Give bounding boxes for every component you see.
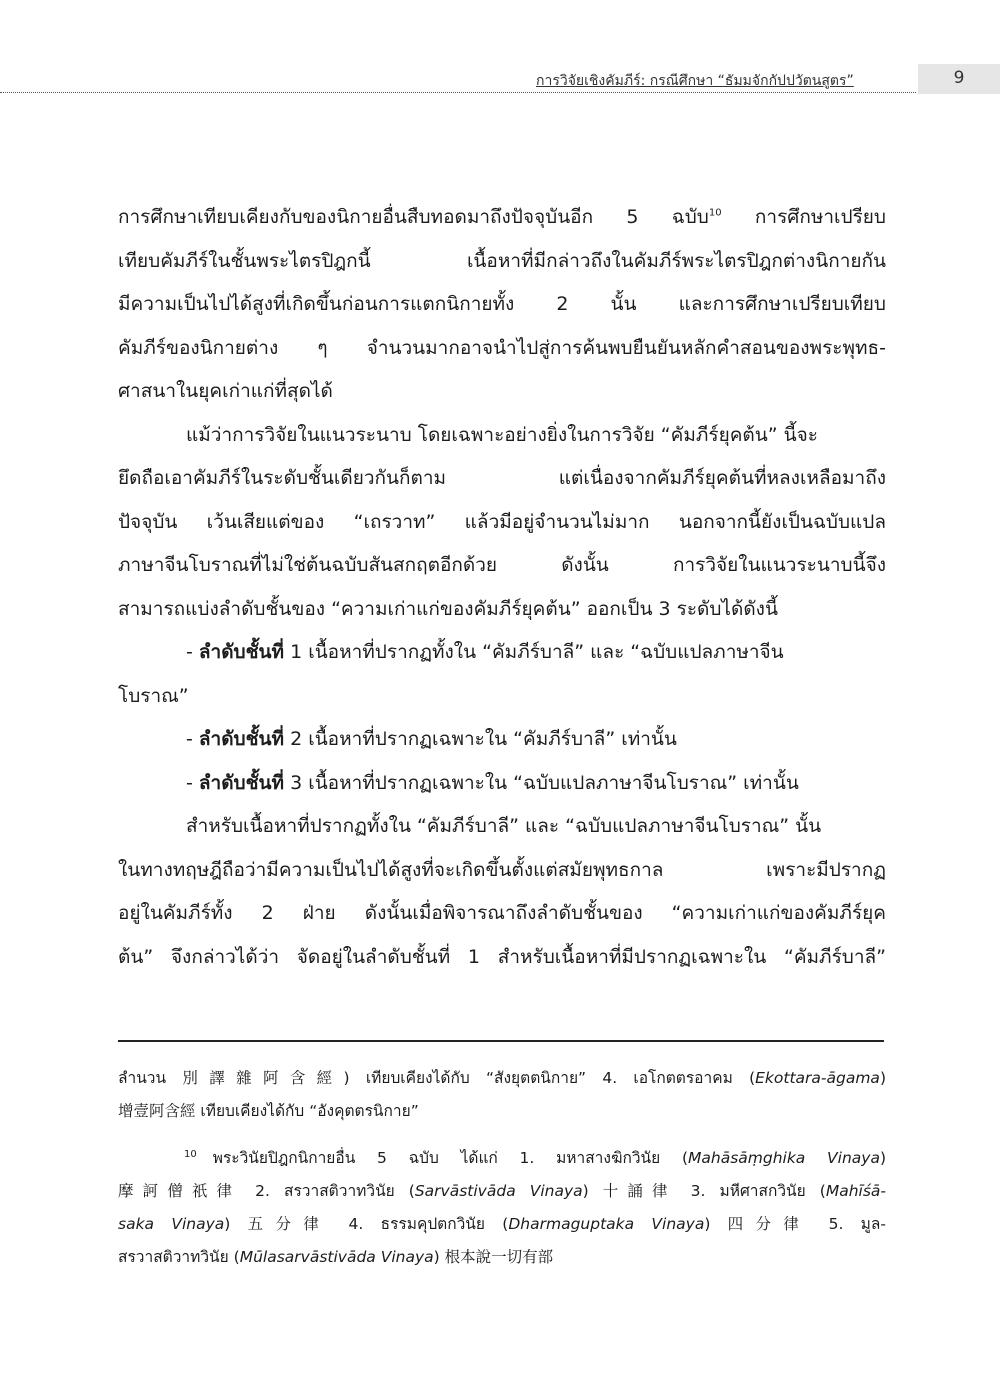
italic-term: Ekottara-āgama [755, 1069, 880, 1087]
footnote-line [118, 1208, 886, 1241]
text-line: ศาสนาในยุคเก่าแก่ที่สุดได้ [118, 380, 333, 402]
text-segment: ลำนวน 別譯雜阿含經) เทียบเคียงได้กับ “สังยุตตนิกาย” 4. เอโกตตรอาคม ( [118, 1069, 756, 1087]
paragraph-3 [118, 805, 886, 979]
bullet-dash: - [186, 641, 199, 663]
text-line: คัมภีร์ของนิกายต่าง ๆ จำนวนมากอาจนำไปสู่การค้นพบยืนยันหลักคำสอนของพระพุทธ- [118, 336, 886, 359]
text-line: เทียบคัมภีร์ในชั้นพระไตรปิฎกนี้ เนื้อหาที่มีกล่าวถึงในคัมภีร์พระไตรปิฎกต่างนิกายกัน [118, 249, 886, 272]
italic-term: Mūlasarvāstivāda Vinaya [239, 1248, 434, 1266]
footnote-line [118, 1175, 886, 1208]
text-segment: การศึกษาเปรียบ [721, 206, 886, 228]
footnote-line [118, 1241, 886, 1274]
text-line: อยู่ในคัมภีร์ทั้ง 2 ฝ่าย ดังนั้นเมื่อพิจารณาถึงลำดับชั้นของ “ความเก่าแก่ของคัมภีร์ยุค [118, 902, 886, 924]
text-line: สามารถแบ่งลำดับชั้นของ “ความเก่าแก่ของคัมภีร์ยุคต้น” ออกเป็น 3 ระดับได้ดังนี้ [118, 597, 778, 620]
text-segment: 摩訶僧祇律 2. สรวาสติวาทวินัย ( [118, 1182, 415, 1200]
paragraph-1 [118, 196, 886, 414]
body-text [118, 196, 886, 979]
paragraph-2 [118, 414, 886, 632]
text-segment: พระวินัยปิฎกนิกายอื่น 5 ฉบับ ได้แก่ 1. มหาสางฆิกวินัย ( [212, 1149, 688, 1167]
list-item [118, 718, 886, 762]
footnote-ref-10[interactable]: 10 [708, 207, 722, 219]
footnote-line [118, 1062, 886, 1095]
text-segment: การศึกษาเทียบเคียงกับของนิกายอื่นสืบทอดมาถึงปัจจุบันอีก 5 ฉบับ [118, 206, 709, 228]
running-title: การวิจัยเชิงคัมภีร์: กรณีศึกษา “ธัมมจักกัปปวัตนสูตร” [536, 73, 854, 89]
text-line: แม้ว่าการวิจัยในแนวระนาบ โดยเฉพาะอย่างยิ่งในการวิจัย “คัมภีร์ยุคต้น” นี้จะ [186, 423, 818, 446]
footnotes [118, 1062, 886, 1274]
list-item-continuation: โบราณ” [118, 684, 189, 707]
footnote-line: 增壹阿含經 เทียบเคียงได้กับ “อังคุตตรนิกาย” [118, 1102, 419, 1120]
footnote-number: 10 [184, 1148, 197, 1160]
italic-term: Dharmaguptaka Vinaya [508, 1215, 705, 1233]
header-dotted-line [0, 92, 916, 93]
text-line: ยึดถือเอาคัมภีร์ในระดับชั้นเดียวกันก็ตาม แต่เนื่องจากคัมภีร์ยุคต้นที่หลงเหลือมาถึง [118, 467, 886, 489]
page-number: 9 [953, 68, 965, 88]
text-segment: สรวาสติวาทวินัย ( [118, 1248, 240, 1266]
italic-term: Mahāsāṃghika Vinaya [688, 1149, 880, 1167]
footnote-rule [118, 1040, 884, 1042]
text-line: ปัจจุบัน เว้นเสียแต่ของ “เถรวาท” แล้วมีอยู่จำนวนไม่มาก นอกจากนี้ยังเป็นฉบับแปล [118, 510, 886, 533]
list-item-label: ลำดับชั้นที่ [198, 641, 285, 663]
footnote-line [118, 1142, 886, 1175]
text-line: ภาษาจีนโบราณที่ไม่ใช่ต้นฉบับสันสกฤตอีกด้วย ดังนั้น การวิจัยในแนวระนาบนี้จึง [118, 554, 886, 576]
footnote-10 [118, 1142, 886, 1274]
text-line: มีความเป็นไปได้สูงที่เกิดขึ้นก่อนการแตกนิกายทั้ง 2 นั้น และการศึกษาเปรียบเทียบ [118, 293, 886, 315]
list-item-label: ลำดับชั้นที่ [198, 728, 285, 750]
list-item-label: ลำดับชั้นที่ [198, 771, 285, 794]
footnote-spacer [118, 1128, 886, 1142]
list-item [118, 631, 886, 675]
italic-term: Mahīśā- [825, 1182, 886, 1200]
text-segment: ) [879, 1069, 886, 1087]
list-item [118, 762, 886, 806]
text-line: ต้น” จึงกล่าวได้ว่า จัดอยู่ในลำดับชั้นที่ 1 สำหรับเนื้อหาที่มีปรากฏเฉพาะใน “คัมภีร์บาลี” [118, 945, 886, 968]
italic-term: Sarvāstivāda Vinaya [414, 1182, 583, 1200]
text-segment: ) 五分律 4. ธรรมคุปตกวินัย ( [224, 1215, 509, 1233]
text-line: ในทางทฤษฎีถือว่ามีความเป็นไปได้สูงที่จะเกิดขึ้นตั้งแต่สมัยพุทธกาล เพราะมีปรากฏ [118, 858, 886, 881]
bullet-dash: - [186, 728, 199, 750]
text-segment: ) 根本說一切有部 [433, 1248, 554, 1266]
list-item-text: 3 เนื้อหาที่ปรากฏเฉพาะใน “ฉบับแปลภาษาจีนโบราณ” เท่านั้น [284, 771, 799, 794]
page-number-tab [918, 64, 1000, 94]
bullet-dash: - [186, 771, 199, 794]
list-item-text: 2 เนื้อหาที่ปรากฏเฉพาะใน “คัมภีร์บาลี” เท่านั้น [284, 728, 677, 750]
italic-term: saka Vinaya [118, 1215, 225, 1233]
footnote-9-continued [118, 1062, 886, 1128]
text-segment: ) 十誦律 3. มหีศาสกวินัย ( [582, 1182, 826, 1200]
bullet-list [118, 631, 886, 805]
text-line [118, 196, 886, 240]
text-segment: ) 四分律 5. มูล- [704, 1215, 886, 1233]
text-segment: ) [879, 1149, 886, 1167]
text-line: สำหรับเนื้อหาที่ปรากฏทั้งใน “คัมภีร์บาลี” และ “ฉบับแปลภาษาจีนโบราณ” นั้น [186, 815, 822, 837]
list-item-text: 1 เนื้อหาที่ปรากฏทั้งใน “คัมภีร์บาลี” และ “ฉบับแปลภาษาจีน [284, 641, 784, 663]
